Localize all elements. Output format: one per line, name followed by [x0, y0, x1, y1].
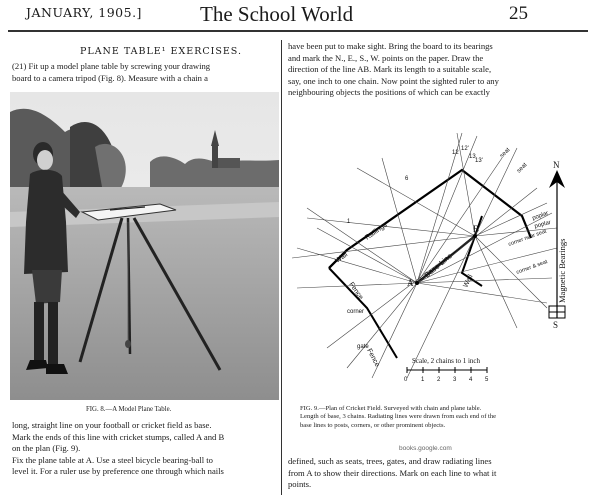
section-heading: PLANE TABLE¹ EXERCISES. [80, 46, 242, 57]
scale-label: Scale, 2 chains to 1 inch [412, 357, 481, 365]
fig8-caption: FIG. 8.—A Model Plane Table. [86, 406, 172, 413]
gate-label: gate [357, 344, 369, 350]
poplar-label-1: poplar [531, 210, 550, 222]
wall-right-label: Wall [462, 273, 475, 289]
header-rule [8, 30, 588, 32]
railings-label: Railings [364, 221, 389, 242]
wall-left-label: Wall [334, 251, 350, 265]
point-b-label: B [473, 224, 480, 234]
running-title: The School World [200, 2, 354, 26]
right-para-2: defined, such as seats, trees, gates, and draw radiating lines from A to show their directions. Mark on each line to what it points. [288, 456, 497, 490]
fence-left-label: Fence [347, 281, 365, 302]
point-a-label: A [407, 278, 414, 288]
header-date: JANUARY, 1905.] [26, 5, 142, 20]
magnetic-bearings-label: Magnetic Bearings [557, 238, 567, 303]
fig9-caption: FIG. 9.—Plan of Cricket Field. Surveyed with chain and plane table. Length of base, 3 chains. Radiating lines were drawn from each end of the base lines to posts, corners, or other prominent objects. [300, 405, 497, 429]
model-plane-table-photo [10, 92, 279, 400]
seat-label-2: seat [516, 162, 529, 175]
ray-number-12: 12 [452, 150, 459, 156]
ray-number-13: 13 [469, 154, 476, 160]
scale-tick-5: 5 [485, 377, 489, 383]
page-number: 25 [509, 3, 528, 24]
scale-tick-2: 2 [437, 377, 441, 383]
corner-label: corner [347, 309, 365, 315]
left-para-1: (21) Fit up a model plane table by screwing your drawing board to a camera tripod (Fig. 8). Measure with a chain a [12, 61, 211, 83]
scale-tick-0: 0 [404, 377, 408, 383]
column-divider [281, 40, 282, 495]
base-line-label: Base Line [422, 251, 454, 280]
corner-fence-seat-label: corner & seat [515, 259, 549, 276]
fence-bottom-label: Fence [365, 347, 381, 369]
north-label: N [553, 160, 560, 170]
poplar-label-2: poplar [533, 219, 552, 230]
scale-tick-3: 3 [453, 377, 457, 383]
cricket-field-plan-diagram [287, 128, 587, 386]
watermark: books.google.com [399, 445, 452, 452]
left-para-2: long, straight line on your football or cricket field as base. Mark the ends of this line with cricket stumps, called A and B on the plan (Fig. 9). Fix the plane table at A. Use a steel bicycle bearing-ball to level it. For a ruler use by preference one through which nails [12, 420, 225, 477]
ray-number-13-prime: 13' [475, 158, 483, 164]
south-label: S [553, 320, 559, 330]
scale-tick-1: 1 [421, 377, 425, 383]
ray-number-6: 6 [405, 176, 409, 182]
ray-number-1: 1 [347, 219, 351, 225]
right-para-1: have been put to make sight. Bring the board to its bearings and mark the N., E., S., W. points on the paper. Draw the direction of the line AB. Mark its length to a suitable scale, say, one inch to one chain. Now point the sighted ruler to any neighbouring objects the positions of which can be exactly [288, 41, 499, 98]
scale-tick-4: 4 [469, 377, 473, 383]
corner-near-seat-label: corner near seat [507, 228, 548, 248]
seat-label-1: seat [499, 147, 512, 160]
ray-number-12-prime: 12' [461, 146, 469, 152]
